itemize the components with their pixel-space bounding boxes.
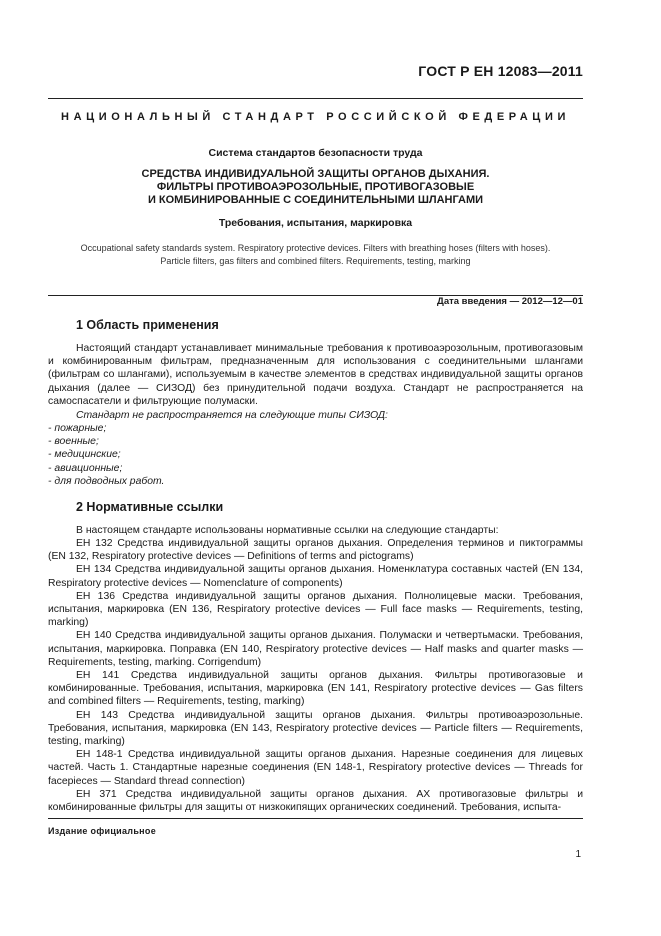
reference-item: ЕН 143 Средства индивидуальной защиты органов дыхания. Фильтры противоаэрозольные. Требования, испытания, маркировка (EN 143, Respiratory protective devices — Particle filters — Requirements, testing, marking) <box>48 709 583 748</box>
english-title-line: Occupational safety standards system. Respiratory protective devices. Filters with breathing hoses (filters with hoses). <box>80 243 551 253</box>
document-title <box>48 168 583 207</box>
top-divider <box>48 98 583 99</box>
edition-note: Издание официальное <box>48 826 157 836</box>
introduction-date: Дата введения — 2012—12—01 <box>437 296 583 307</box>
footer-divider <box>48 818 583 819</box>
page-number: 1 <box>575 849 581 860</box>
document-subtitle: Требования, испытания, маркировка <box>218 217 413 229</box>
list-item: - для подводных работ. <box>48 475 165 487</box>
section-1-paragraph: Настоящий стандарт устанавливает минимальные требования к противоаэрозольным, противогазовым и комбинированным фильтрам, предназначенным для использования с соединительными шлангами (фильтрам со шлангами), используемым в качестве элементов в средствах индивидуальной защиты органов дыхания (далее — СИЗОД) без принудительной подачи воздуха. Стандарт не распространяется на самоспасатели и фильтрующие полумаски. <box>48 343 583 407</box>
english-title-line: Particle filters, gas filters and combined filters. Requirements, testing, marking <box>160 256 471 266</box>
standards-series: Система стандартов безопасности труда <box>208 147 423 159</box>
title-line: ФИЛЬТРЫ ПРОТИВОАЭРОЗОЛЬНЫЕ, ПРОТИВОГАЗОВЫЕ <box>156 181 475 193</box>
reference-list <box>48 537 583 814</box>
english-title <box>48 242 583 268</box>
section-2-heading: 2 Нормативные ссылки <box>76 500 224 514</box>
title-line: СРЕДСТВА ИНДИВИДУАЛЬНОЙ ЗАЩИТЫ ОРГАНОВ ДЫХАНИЯ. <box>141 168 490 180</box>
reference-item: ЕН 134 Средства индивидуальной защиты органов дыхания. Номенклатура составных частей (EN 134, Respiratory protective devices — Nomenclature of components) <box>48 564 583 589</box>
title-line: И КОМБИНИРОВАННЫЕ С СОЕДИНИТЕЛЬНЫМИ ШЛАНГАМИ <box>147 194 484 206</box>
list-item: - авиационные; <box>48 462 123 474</box>
reference-item: ЕН 136 Средства индивидуальной защиты органов дыхания. Полнолицевые маски. Требования, испытания, маркировка (EN 136, Respiratory protective devices — Full face masks — Requirements, testing, marking) <box>48 590 583 629</box>
section-2-intro: В настоящем стандарте использованы нормативные ссылки на следующие стандарты: <box>76 525 499 536</box>
exclusion-intro: Стандарт не распространяется на следующие типы СИЗОД: <box>76 410 388 421</box>
list-item: - военные; <box>48 436 99 448</box>
list-item: - медицинские; <box>48 449 121 461</box>
reference-item: ЕН 132 Средства индивидуальной защиты органов дыхания. Определения терминов и пиктограммы (EN 132, Respiratory protective devices — Definitions of terms and pictograms) <box>48 538 583 563</box>
section-1-heading: 1 Область применения <box>76 318 219 332</box>
reference-item: ЕН 148-1 Средства индивидуальной защиты органов дыхания. Нарезные соединения для лицевых частей. Часть 1. Стандартные нарезные соединения (EN 148-1, Respiratory protective devices — Threads for facepieces — Standard thread connection) <box>48 749 583 787</box>
national-standard-banner: НАЦИОНАЛЬНЫЙ СТАНДАРТ РОССИЙСКОЙ ФЕДЕРАЦИИ <box>61 111 570 123</box>
exclusion-list <box>48 422 164 488</box>
reference-item: ЕН 140 Средства индивидуальной защиты органов дыхания. Полумаски и четвертьмаски. Требования, испытания, маркировка. Поправка (EN 140, Respiratory protective devices — Half masks and quarter masks — Requirements, testing, marking. Corrigendum) <box>48 630 583 668</box>
document-id: ГОСТ Р ЕН 12083—2011 <box>418 63 583 79</box>
reference-item: ЕН 141 Средства индивидуальной защиты органов дыхания. Фильтры противогазовые и комбинированные. Требования, испытания, маркировка (EN 141, Respiratory protective devices — Gas filters and combined filters — Requirements, testing, marking) <box>48 670 583 708</box>
reference-item: ЕН 371 Средства индивидуальной защиты органов дыхания. АХ противогазовые фильтры и комбинированные фильтры для защиты от низкокипящих органических соединений. Требования, испыта- <box>48 788 583 814</box>
list-item: - пожарные; <box>48 423 107 434</box>
